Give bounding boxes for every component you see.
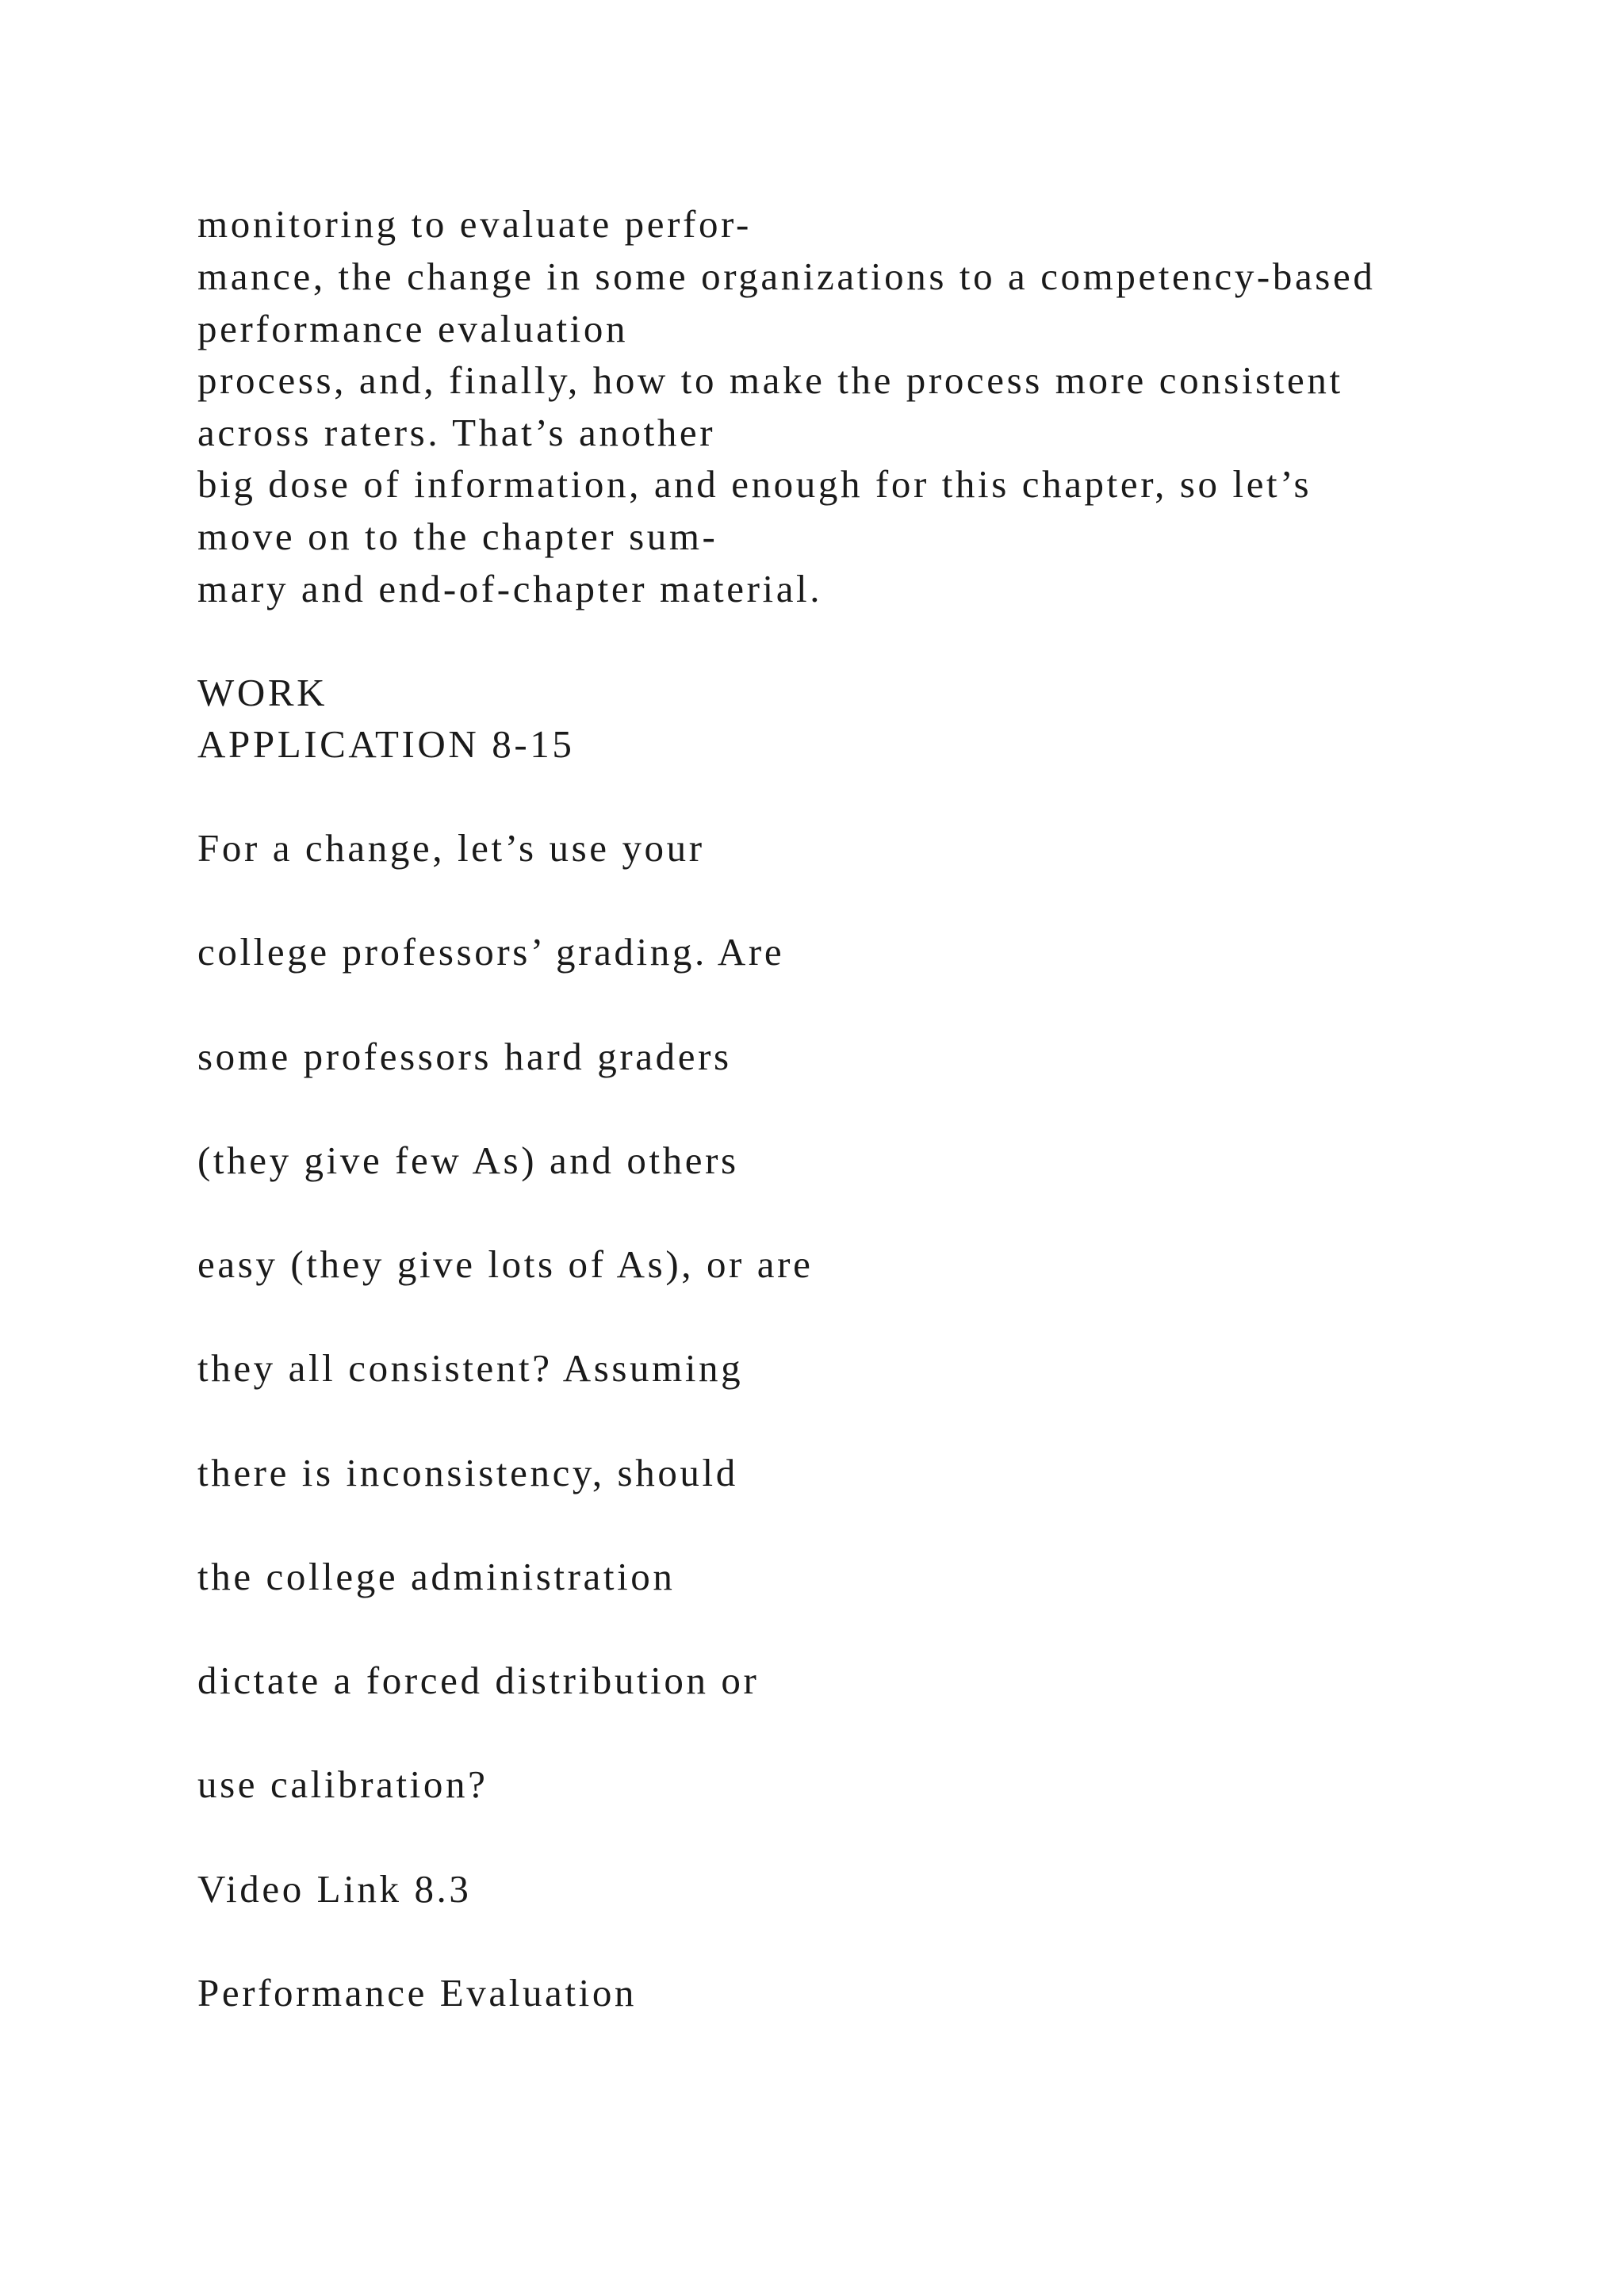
question-line: dictate a forced distribution or bbox=[197, 1659, 760, 1702]
question-line: some professors hard graders bbox=[197, 1035, 732, 1078]
question-line: easy (they give lots of As), or are bbox=[197, 1242, 814, 1286]
question-line: For a change, let’s use your bbox=[197, 826, 705, 870]
video-link-label: Video Link 8.3 bbox=[197, 1867, 472, 1911]
question-line: they all consistent? Assuming bbox=[197, 1346, 744, 1390]
intro-line: mary and end-of-chapter material. bbox=[197, 567, 823, 610]
video-link-title: Performance Evaluation bbox=[197, 1971, 638, 2015]
intro-line: big dose of information, and enough for this chapter, so let’s bbox=[197, 462, 1312, 506]
intro-line: monitoring to evaluate perfor- bbox=[197, 202, 752, 246]
intro-line: performance evaluation bbox=[197, 307, 629, 350]
question-line: the college administration bbox=[197, 1555, 676, 1598]
question-line: college professors’ grading. Are bbox=[197, 930, 785, 974]
intro-line: across raters. That’s another bbox=[197, 411, 716, 454]
intro-line: process, and, finally, how to make the process more consistent bbox=[197, 358, 1343, 402]
intro-line: mance, the change in some organizations to a competency-based bbox=[197, 254, 1376, 298]
intro-line: move on to the chapter sum- bbox=[197, 515, 718, 558]
work-application-heading: WORK bbox=[197, 671, 328, 714]
question-line: (they give few As) and others bbox=[197, 1138, 739, 1182]
question-line: there is inconsistency, should bbox=[197, 1451, 738, 1494]
work-application-number: APPLICATION 8-15 bbox=[197, 722, 575, 766]
question-line: use calibration? bbox=[197, 1762, 488, 1806]
